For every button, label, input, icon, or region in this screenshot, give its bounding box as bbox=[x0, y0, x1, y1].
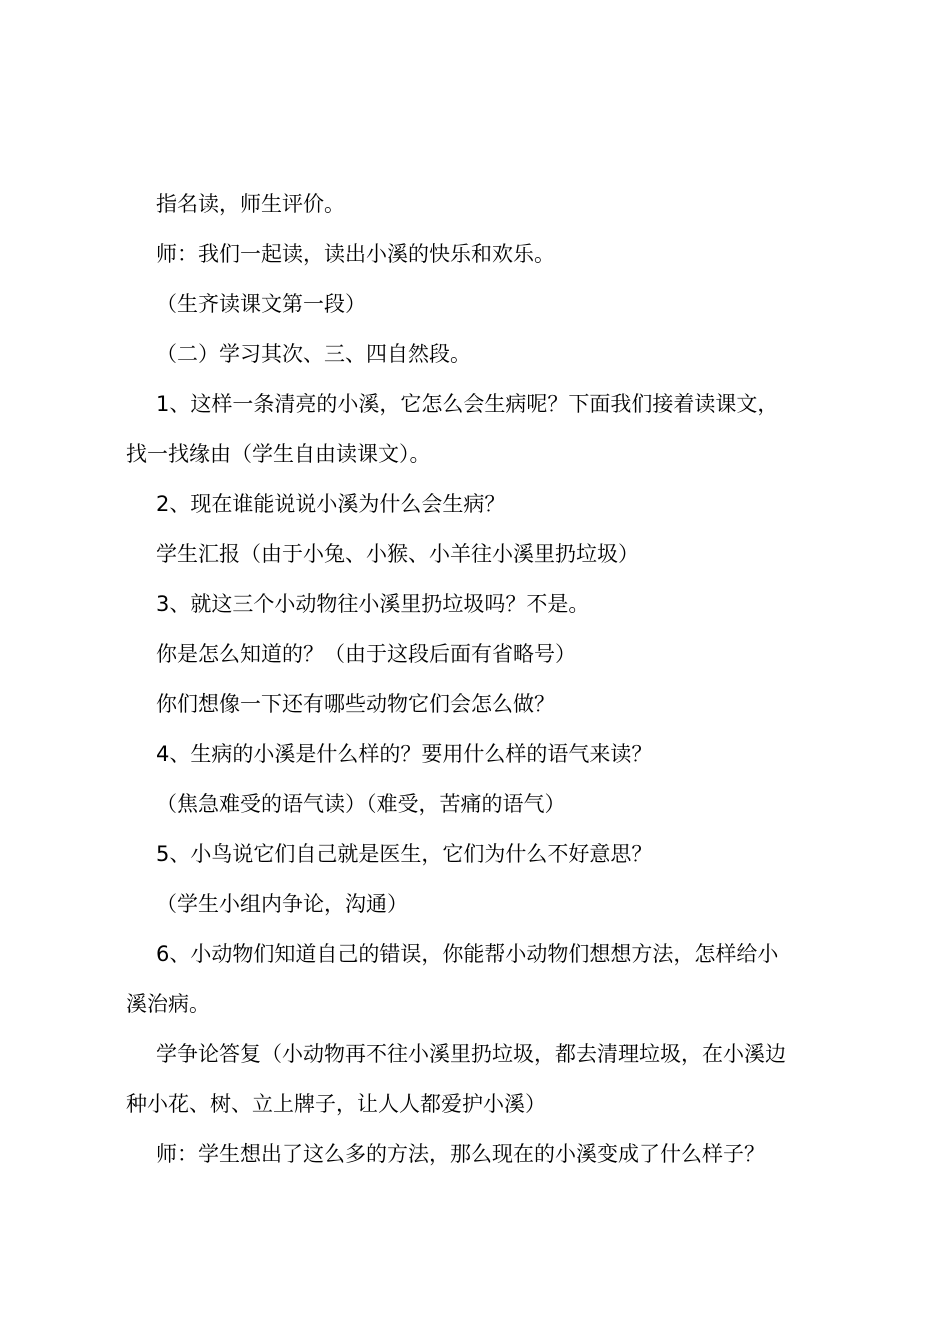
text-line: 你们想像一下还有哪些动物它们会怎么做？ bbox=[156, 692, 555, 716]
text-line: 2、现在谁能说说小溪为什么会生病？ bbox=[156, 492, 506, 516]
text-line: 学生汇报（由于小兔、小猴、小羊往小溪里扔垃圾） bbox=[156, 542, 639, 566]
text-line: 师：学生想出了这么多的方法，那么现在的小溪变成了什么样子？ bbox=[156, 1142, 765, 1166]
text-line: 溪治病。 bbox=[126, 992, 210, 1016]
text-line: 师：我们一起读，读出小溪的快乐和欢乐。 bbox=[156, 242, 555, 266]
text-line: 6、小动物们知道自己的错误，你能帮小动物们想想方法，怎样给小 bbox=[156, 942, 779, 966]
text-line: 1、这样一条清亮的小溪，它怎么会生病呢？下面我们接着读课文， bbox=[156, 392, 779, 416]
text-line: 你是怎么知道的？（由于这段后面有省略号） bbox=[156, 642, 576, 666]
text-line: （二）学习其次、三、四自然段。 bbox=[156, 342, 471, 366]
text-line: 4、生病的小溪是什么样的？要用什么样的语气来读？ bbox=[156, 742, 653, 766]
text-line: （生齐读课文第一段） bbox=[156, 292, 366, 316]
text-line: （焦急难受的语气读）（难受，苦痛的语气） bbox=[156, 792, 566, 816]
text-line: 找一找缘由（学生自由读课文）。 bbox=[126, 442, 431, 466]
text-line: 学争论答复（小动物再不往小溪里扔垃圾，都去清理垃圾，在小溪边 bbox=[156, 1042, 786, 1066]
text-line: 3、就这三个小动物往小溪里扔垃圾吗？不是。 bbox=[156, 592, 590, 616]
text-line: 指名读，师生评价。 bbox=[156, 192, 345, 216]
text-line: 种小花、树、立上牌子，让人人都爱护小溪） bbox=[126, 1092, 546, 1116]
text-line: （学生小组内争论，沟通） bbox=[156, 892, 408, 916]
text-line: 5、小鸟说它们自己就是医生，它们为什么不好意思？ bbox=[156, 842, 653, 866]
